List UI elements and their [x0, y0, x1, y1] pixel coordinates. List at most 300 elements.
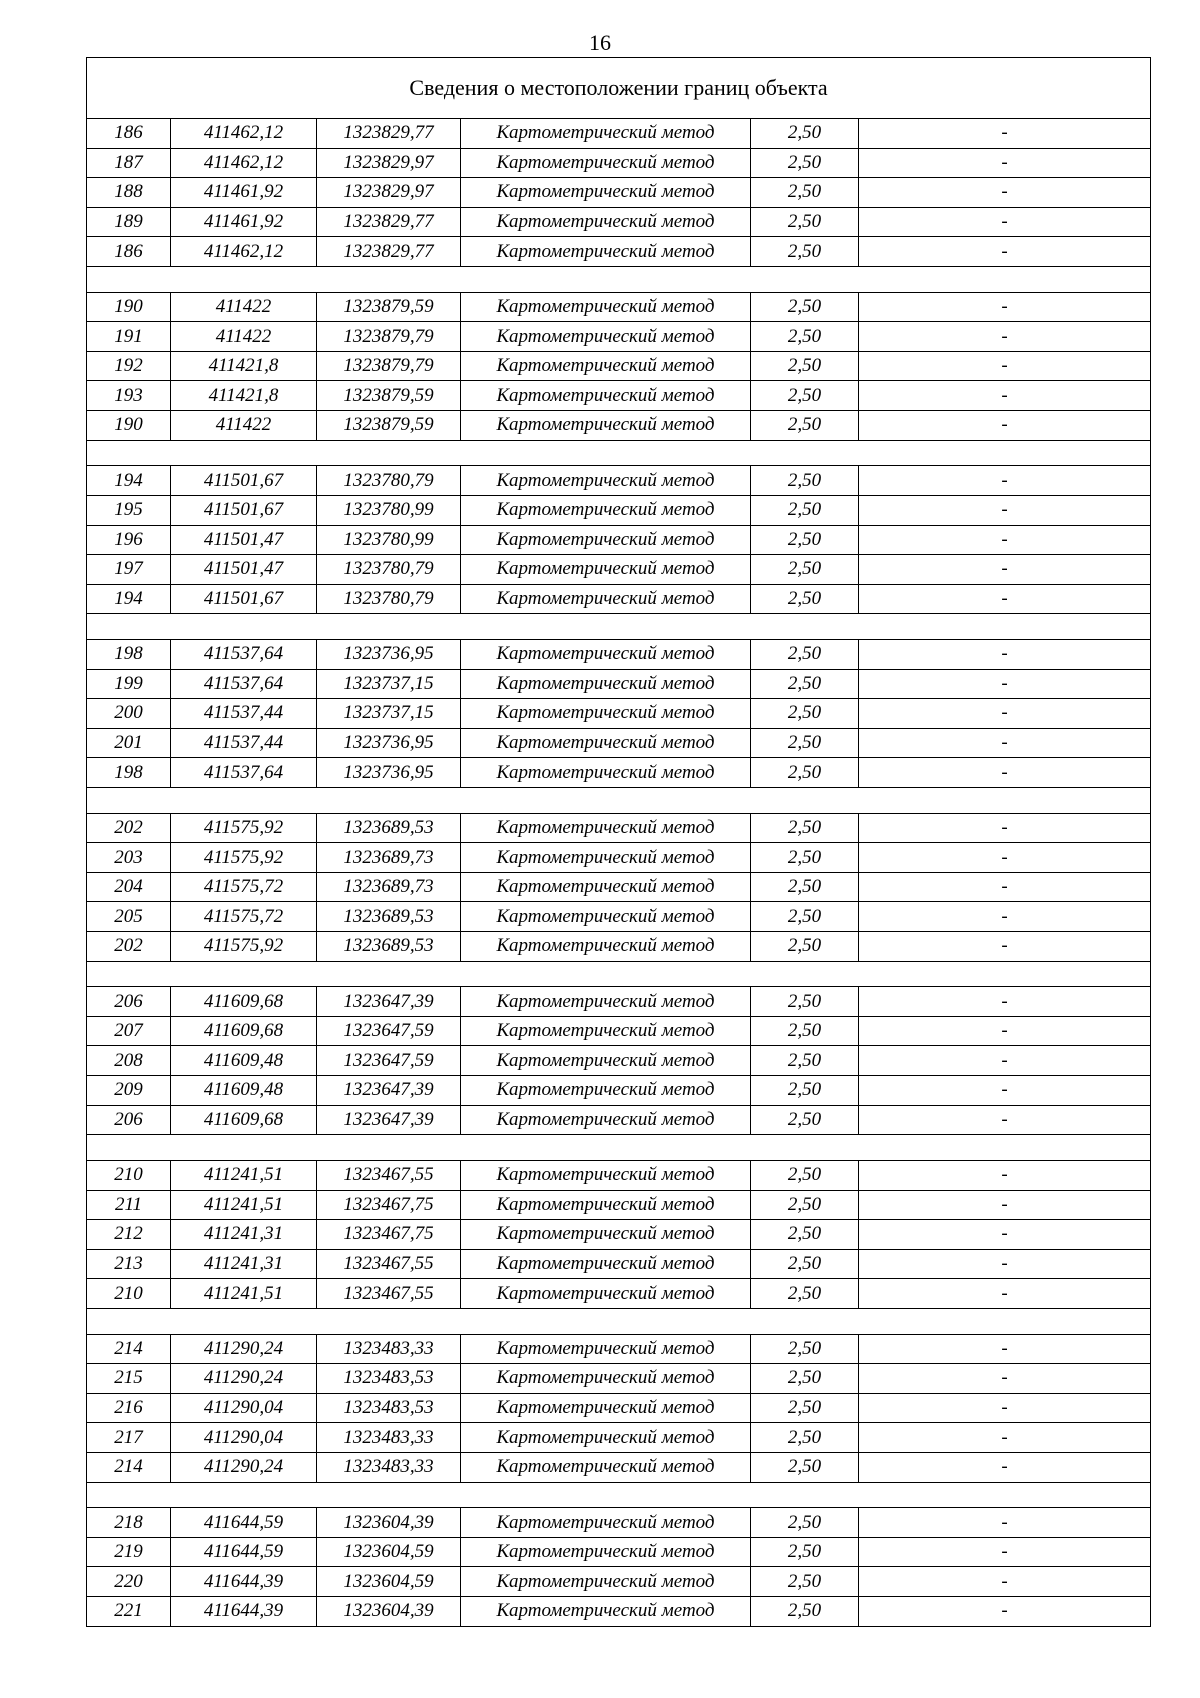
x-coordinate-cell: 411462,12 — [171, 148, 317, 178]
method-cell: Картометрический метод — [461, 1537, 751, 1567]
accuracy-cell: 2,50 — [751, 351, 859, 381]
y-coordinate-cell: 1323879,79 — [317, 322, 461, 352]
y-coordinate-cell: 1323736,95 — [317, 758, 461, 788]
y-coordinate-cell: 1323647,39 — [317, 1076, 461, 1106]
point-number-cell: 195 — [87, 495, 171, 525]
accuracy-cell: 2,50 — [751, 1105, 859, 1135]
point-number-cell: 202 — [87, 932, 171, 962]
x-coordinate-cell: 411241,51 — [171, 1190, 317, 1220]
description-cell: - — [859, 525, 1151, 555]
description-cell: - — [859, 639, 1151, 669]
method-cell: Картометрический метод — [461, 1334, 751, 1364]
method-cell: Картометрический метод — [461, 525, 751, 555]
table-row — [87, 1597, 1151, 1627]
x-coordinate-cell: 411575,92 — [171, 843, 317, 873]
y-coordinate-cell: 1323689,53 — [317, 813, 461, 843]
x-coordinate-cell: 411575,92 — [171, 932, 317, 962]
accuracy-cell: 2,50 — [751, 1334, 859, 1364]
accuracy-cell: 2,50 — [751, 1220, 859, 1250]
x-coordinate-cell: 411462,12 — [171, 119, 317, 149]
accuracy-cell: 2,50 — [751, 699, 859, 729]
method-cell: Картометрический метод — [461, 1046, 751, 1076]
table-body — [87, 119, 1151, 1627]
x-coordinate-cell: 411421,8 — [171, 381, 317, 411]
table-row — [87, 466, 1151, 496]
description-cell: - — [859, 1279, 1151, 1309]
method-cell: Картометрический метод — [461, 381, 751, 411]
table-row — [87, 351, 1151, 381]
table-row — [87, 932, 1151, 962]
contour-separator-row — [87, 440, 1151, 466]
accuracy-cell: 2,50 — [751, 902, 859, 932]
table-row — [87, 1016, 1151, 1046]
accuracy-cell: 2,50 — [751, 813, 859, 843]
accuracy-cell: 2,50 — [751, 584, 859, 614]
description-cell: - — [859, 728, 1151, 758]
table-row — [87, 872, 1151, 902]
accuracy-cell: 2,50 — [751, 987, 859, 1017]
table-row — [87, 1220, 1151, 1250]
accuracy-cell: 2,50 — [751, 1249, 859, 1279]
x-coordinate-cell: 411290,04 — [171, 1423, 317, 1453]
method-cell: Картометрический метод — [461, 1279, 751, 1309]
x-coordinate-cell: 411609,48 — [171, 1046, 317, 1076]
accuracy-cell: 2,50 — [751, 1452, 859, 1482]
description-cell: - — [859, 669, 1151, 699]
point-number-cell: 191 — [87, 322, 171, 352]
x-coordinate-cell: 411501,67 — [171, 584, 317, 614]
x-coordinate-cell: 411575,72 — [171, 902, 317, 932]
x-coordinate-cell: 411537,44 — [171, 728, 317, 758]
accuracy-cell: 2,50 — [751, 292, 859, 322]
method-cell: Картометрический метод — [461, 119, 751, 149]
method-cell: Картометрический метод — [461, 1249, 751, 1279]
accuracy-cell: 2,50 — [751, 669, 859, 699]
point-number-cell: 210 — [87, 1279, 171, 1309]
y-coordinate-cell: 1323647,39 — [317, 1105, 461, 1135]
description-cell: - — [859, 1393, 1151, 1423]
y-coordinate-cell: 1323467,55 — [317, 1249, 461, 1279]
point-number-cell: 190 — [87, 411, 171, 441]
method-cell: Картометрический метод — [461, 639, 751, 669]
table-row — [87, 699, 1151, 729]
y-coordinate-cell: 1323647,39 — [317, 987, 461, 1017]
separator-cell — [87, 1482, 1151, 1508]
method-cell: Картометрический метод — [461, 1016, 751, 1046]
description-cell: - — [859, 119, 1151, 149]
method-cell: Картометрический метод — [461, 902, 751, 932]
accuracy-cell: 2,50 — [751, 1364, 859, 1394]
contour-separator-row — [87, 787, 1151, 813]
description-cell: - — [859, 1334, 1151, 1364]
method-cell: Картометрический метод — [461, 1160, 751, 1190]
separator-cell — [87, 1135, 1151, 1161]
contour-separator-row — [87, 1308, 1151, 1334]
y-coordinate-cell: 1323829,77 — [317, 237, 461, 267]
table-row — [87, 525, 1151, 555]
point-number-cell: 196 — [87, 525, 171, 555]
y-coordinate-cell: 1323879,59 — [317, 292, 461, 322]
boundary-coordinates-table — [86, 57, 1151, 1627]
method-cell: Картометрический метод — [461, 495, 751, 525]
y-coordinate-cell: 1323604,39 — [317, 1508, 461, 1538]
accuracy-cell: 2,50 — [751, 843, 859, 873]
table-row — [87, 1423, 1151, 1453]
table-row — [87, 1508, 1151, 1538]
description-cell: - — [859, 932, 1151, 962]
separator-cell — [87, 961, 1151, 987]
point-number-cell: 186 — [87, 237, 171, 267]
accuracy-cell: 2,50 — [751, 237, 859, 267]
y-coordinate-cell: 1323483,53 — [317, 1364, 461, 1394]
description-cell: - — [859, 411, 1151, 441]
x-coordinate-cell: 411609,48 — [171, 1076, 317, 1106]
method-cell: Картометрический метод — [461, 1190, 751, 1220]
point-number-cell: 207 — [87, 1016, 171, 1046]
accuracy-cell: 2,50 — [751, 178, 859, 208]
description-cell: - — [859, 1160, 1151, 1190]
method-cell: Картометрический метод — [461, 1105, 751, 1135]
y-coordinate-cell: 1323467,75 — [317, 1190, 461, 1220]
point-number-cell: 204 — [87, 872, 171, 902]
table-row — [87, 1452, 1151, 1482]
y-coordinate-cell: 1323604,59 — [317, 1567, 461, 1597]
table-row — [87, 322, 1151, 352]
accuracy-cell: 2,50 — [751, 525, 859, 555]
x-coordinate-cell: 411644,59 — [171, 1537, 317, 1567]
point-number-cell: 212 — [87, 1220, 171, 1250]
accuracy-cell: 2,50 — [751, 322, 859, 352]
accuracy-cell: 2,50 — [751, 207, 859, 237]
accuracy-cell: 2,50 — [751, 555, 859, 585]
method-cell: Картометрический метод — [461, 813, 751, 843]
description-cell: - — [859, 322, 1151, 352]
description-cell: - — [859, 1016, 1151, 1046]
table-row — [87, 1279, 1151, 1309]
method-cell: Картометрический метод — [461, 584, 751, 614]
x-coordinate-cell: 411575,92 — [171, 813, 317, 843]
description-cell: - — [859, 1190, 1151, 1220]
x-coordinate-cell: 411609,68 — [171, 1105, 317, 1135]
description-cell: - — [859, 813, 1151, 843]
accuracy-cell: 2,50 — [751, 932, 859, 962]
description-cell: - — [859, 495, 1151, 525]
table-row — [87, 237, 1151, 267]
point-number-cell: 206 — [87, 987, 171, 1017]
y-coordinate-cell: 1323879,79 — [317, 351, 461, 381]
y-coordinate-cell: 1323829,97 — [317, 178, 461, 208]
separator-cell — [87, 614, 1151, 640]
y-coordinate-cell: 1323604,39 — [317, 1597, 461, 1627]
y-coordinate-cell: 1323780,79 — [317, 466, 461, 496]
x-coordinate-cell: 411290,24 — [171, 1452, 317, 1482]
point-number-cell: 198 — [87, 758, 171, 788]
method-cell: Картометрический метод — [461, 1452, 751, 1482]
y-coordinate-cell: 1323879,59 — [317, 381, 461, 411]
table-row — [87, 1249, 1151, 1279]
description-cell: - — [859, 1046, 1151, 1076]
y-coordinate-cell: 1323467,55 — [317, 1160, 461, 1190]
table-row — [87, 1046, 1151, 1076]
separator-cell — [87, 1308, 1151, 1334]
method-cell: Картометрический метод — [461, 207, 751, 237]
table-row — [87, 1537, 1151, 1567]
method-cell: Картометрический метод — [461, 466, 751, 496]
method-cell: Картометрический метод — [461, 932, 751, 962]
table-row — [87, 987, 1151, 1017]
point-number-cell: 203 — [87, 843, 171, 873]
table-title-row — [87, 58, 1151, 119]
point-number-cell: 209 — [87, 1076, 171, 1106]
method-cell: Картометрический метод — [461, 699, 751, 729]
y-coordinate-cell: 1323689,53 — [317, 902, 461, 932]
separator-cell — [87, 266, 1151, 292]
description-cell: - — [859, 1423, 1151, 1453]
table-row — [87, 207, 1151, 237]
method-cell: Картометрический метод — [461, 987, 751, 1017]
description-cell: - — [859, 1567, 1151, 1597]
y-coordinate-cell: 1323737,15 — [317, 699, 461, 729]
point-number-cell: 213 — [87, 1249, 171, 1279]
x-coordinate-cell: 411241,51 — [171, 1279, 317, 1309]
table-row — [87, 728, 1151, 758]
description-cell: - — [859, 1249, 1151, 1279]
accuracy-cell: 2,50 — [751, 1537, 859, 1567]
method-cell: Картометрический метод — [461, 872, 751, 902]
x-coordinate-cell: 411241,31 — [171, 1220, 317, 1250]
x-coordinate-cell: 411644,59 — [171, 1508, 317, 1538]
y-coordinate-cell: 1323467,55 — [317, 1279, 461, 1309]
y-coordinate-cell: 1323483,33 — [317, 1452, 461, 1482]
x-coordinate-cell: 411537,44 — [171, 699, 317, 729]
point-number-cell: 194 — [87, 466, 171, 496]
point-number-cell: 199 — [87, 669, 171, 699]
point-number-cell: 197 — [87, 555, 171, 585]
point-number-cell: 205 — [87, 902, 171, 932]
point-number-cell: 214 — [87, 1452, 171, 1482]
accuracy-cell: 2,50 — [751, 728, 859, 758]
point-number-cell: 219 — [87, 1537, 171, 1567]
accuracy-cell: 2,50 — [751, 1016, 859, 1046]
table-row — [87, 1076, 1151, 1106]
point-number-cell: 200 — [87, 699, 171, 729]
method-cell: Картометрический метод — [461, 148, 751, 178]
y-coordinate-cell: 1323604,59 — [317, 1537, 461, 1567]
x-coordinate-cell: 411461,92 — [171, 207, 317, 237]
point-number-cell: 186 — [87, 119, 171, 149]
table-row — [87, 495, 1151, 525]
x-coordinate-cell: 411501,67 — [171, 495, 317, 525]
accuracy-cell: 2,50 — [751, 1046, 859, 1076]
y-coordinate-cell: 1323647,59 — [317, 1016, 461, 1046]
description-cell: - — [859, 555, 1151, 585]
table-row — [87, 902, 1151, 932]
y-coordinate-cell: 1323879,59 — [317, 411, 461, 441]
method-cell: Картометрический метод — [461, 758, 751, 788]
accuracy-cell: 2,50 — [751, 1279, 859, 1309]
table-row — [87, 758, 1151, 788]
point-number-cell: 216 — [87, 1393, 171, 1423]
point-number-cell: 221 — [87, 1597, 171, 1627]
method-cell: Картометрический метод — [461, 1220, 751, 1250]
x-coordinate-cell: 411644,39 — [171, 1567, 317, 1597]
table-row — [87, 1105, 1151, 1135]
y-coordinate-cell: 1323780,79 — [317, 555, 461, 585]
table-row — [87, 584, 1151, 614]
method-cell: Картометрический метод — [461, 1393, 751, 1423]
description-cell: - — [859, 758, 1151, 788]
point-number-cell: 190 — [87, 292, 171, 322]
table-row — [87, 1190, 1151, 1220]
table-row — [87, 1567, 1151, 1597]
method-cell: Картометрический метод — [461, 1423, 751, 1453]
method-cell: Картометрический метод — [461, 237, 751, 267]
contour-separator-row — [87, 1482, 1151, 1508]
method-cell: Картометрический метод — [461, 322, 751, 352]
description-cell: - — [859, 381, 1151, 411]
description-cell: - — [859, 1105, 1151, 1135]
accuracy-cell: 2,50 — [751, 411, 859, 441]
accuracy-cell: 2,50 — [751, 495, 859, 525]
table-row — [87, 411, 1151, 441]
contour-separator-row — [87, 614, 1151, 640]
point-number-cell: 217 — [87, 1423, 171, 1453]
accuracy-cell: 2,50 — [751, 758, 859, 788]
accuracy-cell: 2,50 — [751, 1393, 859, 1423]
table-row — [87, 639, 1151, 669]
accuracy-cell: 2,50 — [751, 148, 859, 178]
table-row — [87, 555, 1151, 585]
table-row — [87, 1160, 1151, 1190]
x-coordinate-cell: 411422 — [171, 292, 317, 322]
page-number: 16 — [589, 30, 611, 55]
table-row — [87, 381, 1151, 411]
x-coordinate-cell: 411537,64 — [171, 639, 317, 669]
point-number-cell: 201 — [87, 728, 171, 758]
description-cell: - — [859, 237, 1151, 267]
x-coordinate-cell: 411501,47 — [171, 525, 317, 555]
y-coordinate-cell: 1323780,99 — [317, 495, 461, 525]
y-coordinate-cell: 1323829,97 — [317, 148, 461, 178]
point-number-cell: 211 — [87, 1190, 171, 1220]
y-coordinate-cell: 1323829,77 — [317, 207, 461, 237]
y-coordinate-cell: 1323483,53 — [317, 1393, 461, 1423]
accuracy-cell: 2,50 — [751, 1423, 859, 1453]
table-row — [87, 292, 1151, 322]
y-coordinate-cell: 1323689,73 — [317, 843, 461, 873]
description-cell: - — [859, 1220, 1151, 1250]
point-number-cell: 215 — [87, 1364, 171, 1394]
method-cell: Картометрический метод — [461, 351, 751, 381]
x-coordinate-cell: 411290,24 — [171, 1334, 317, 1364]
point-number-cell: 202 — [87, 813, 171, 843]
separator-cell — [87, 440, 1151, 466]
table-row — [87, 1393, 1151, 1423]
description-cell: - — [859, 292, 1151, 322]
point-number-cell: 198 — [87, 639, 171, 669]
x-coordinate-cell: 411575,72 — [171, 872, 317, 902]
accuracy-cell: 2,50 — [751, 1567, 859, 1597]
point-number-cell: 187 — [87, 148, 171, 178]
y-coordinate-cell: 1323829,77 — [317, 119, 461, 149]
point-number-cell: 218 — [87, 1508, 171, 1538]
table-title: Сведения о местоположении границ объекта — [87, 58, 1151, 119]
method-cell: Картометрический метод — [461, 555, 751, 585]
x-coordinate-cell: 411609,68 — [171, 1016, 317, 1046]
y-coordinate-cell: 1323689,73 — [317, 872, 461, 902]
description-cell: - — [859, 1364, 1151, 1394]
contour-separator-row — [87, 1135, 1151, 1161]
point-number-cell: 188 — [87, 178, 171, 208]
description-cell: - — [859, 351, 1151, 381]
y-coordinate-cell: 1323780,99 — [317, 525, 461, 555]
contour-separator-row — [87, 266, 1151, 292]
point-number-cell: 220 — [87, 1567, 171, 1597]
y-coordinate-cell: 1323467,75 — [317, 1220, 461, 1250]
description-cell: - — [859, 872, 1151, 902]
table-row — [87, 843, 1151, 873]
separator-cell — [87, 787, 1151, 813]
y-coordinate-cell: 1323780,79 — [317, 584, 461, 614]
point-number-cell: 206 — [87, 1105, 171, 1135]
method-cell: Картометрический метод — [461, 669, 751, 699]
x-coordinate-cell: 411537,64 — [171, 758, 317, 788]
accuracy-cell: 2,50 — [751, 1076, 859, 1106]
description-cell: - — [859, 1508, 1151, 1538]
x-coordinate-cell: 411609,68 — [171, 987, 317, 1017]
description-cell: - — [859, 466, 1151, 496]
x-coordinate-cell: 411501,47 — [171, 555, 317, 585]
accuracy-cell: 2,50 — [751, 119, 859, 149]
accuracy-cell: 2,50 — [751, 1508, 859, 1538]
contour-separator-row — [87, 961, 1151, 987]
y-coordinate-cell: 1323736,95 — [317, 728, 461, 758]
method-cell: Картометрический метод — [461, 843, 751, 873]
y-coordinate-cell: 1323736,95 — [317, 639, 461, 669]
point-number-cell: 194 — [87, 584, 171, 614]
accuracy-cell: 2,50 — [751, 872, 859, 902]
x-coordinate-cell: 411241,31 — [171, 1249, 317, 1279]
method-cell: Картометрический метод — [461, 411, 751, 441]
y-coordinate-cell: 1323737,15 — [317, 669, 461, 699]
x-coordinate-cell: 411422 — [171, 322, 317, 352]
x-coordinate-cell: 411241,51 — [171, 1160, 317, 1190]
description-cell: - — [859, 207, 1151, 237]
method-cell: Картометрический метод — [461, 1597, 751, 1627]
x-coordinate-cell: 411421,8 — [171, 351, 317, 381]
y-coordinate-cell: 1323647,59 — [317, 1046, 461, 1076]
accuracy-cell: 2,50 — [751, 1597, 859, 1627]
method-cell: Картометрический метод — [461, 1364, 751, 1394]
description-cell: - — [859, 1076, 1151, 1106]
description-cell: - — [859, 584, 1151, 614]
method-cell: Картометрический метод — [461, 292, 751, 322]
accuracy-cell: 2,50 — [751, 1190, 859, 1220]
table-row — [87, 178, 1151, 208]
accuracy-cell: 2,50 — [751, 1160, 859, 1190]
accuracy-cell: 2,50 — [751, 639, 859, 669]
table-row — [87, 813, 1151, 843]
description-cell: - — [859, 902, 1151, 932]
x-coordinate-cell: 411461,92 — [171, 178, 317, 208]
x-coordinate-cell: 411537,64 — [171, 669, 317, 699]
description-cell: - — [859, 1537, 1151, 1567]
table-row — [87, 119, 1151, 149]
x-coordinate-cell: 411422 — [171, 411, 317, 441]
point-number-cell: 192 — [87, 351, 171, 381]
description-cell: - — [859, 1452, 1151, 1482]
method-cell: Картометрический метод — [461, 1076, 751, 1106]
